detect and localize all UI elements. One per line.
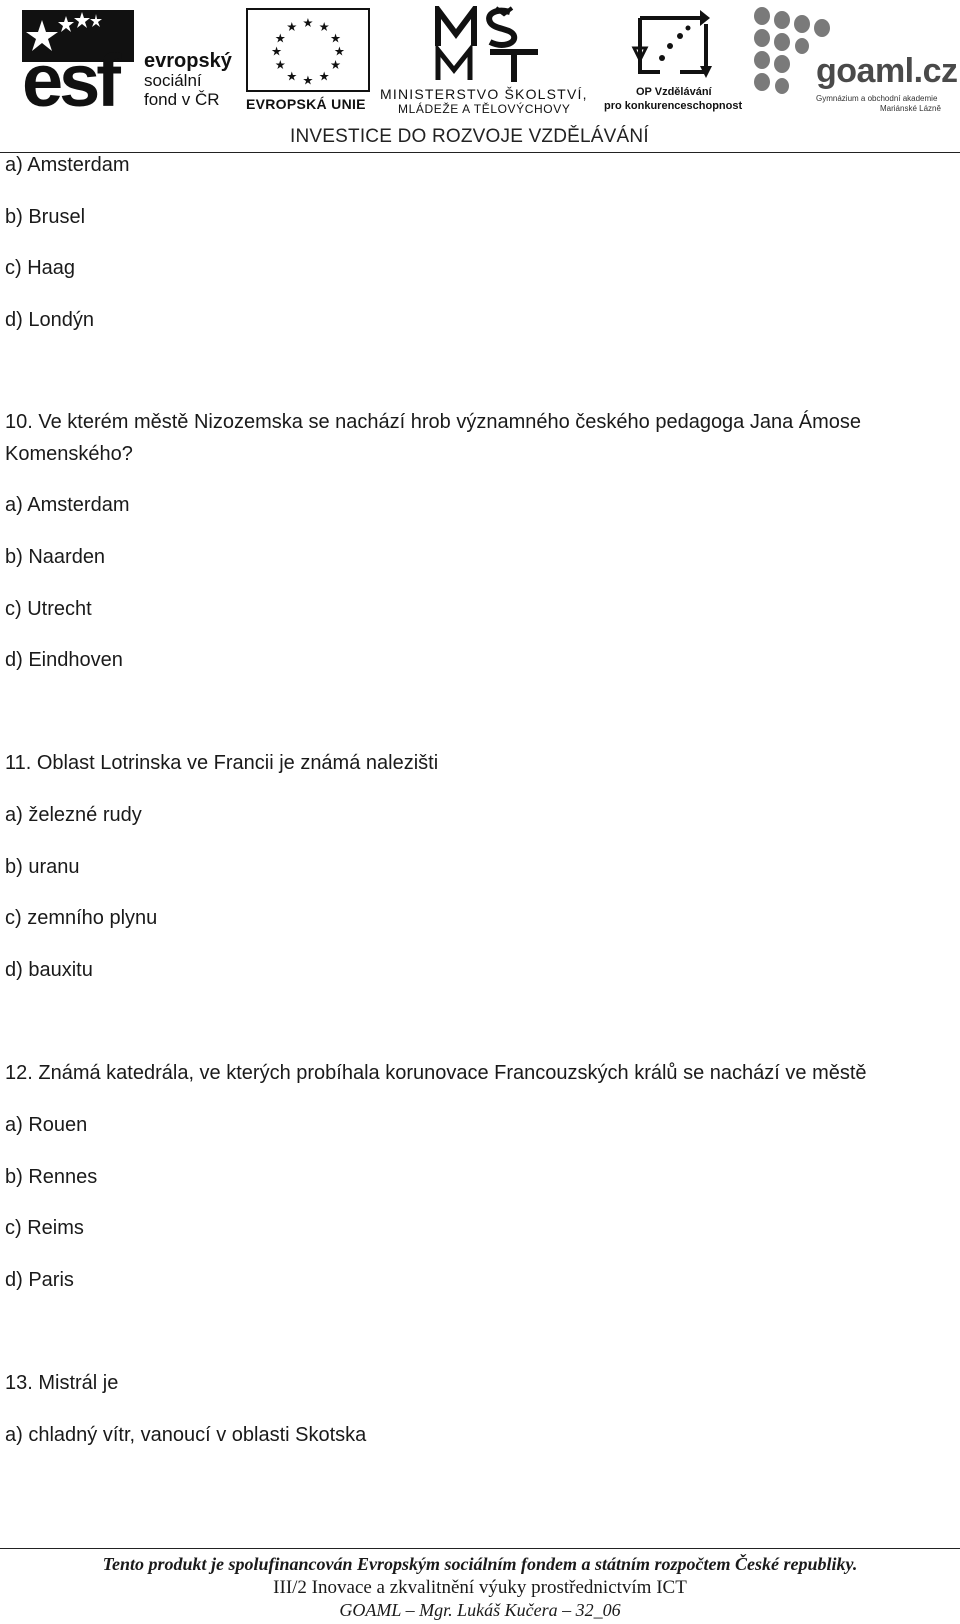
footer-author: GOAML – Mgr. Lukáš Kučera – 32_06 xyxy=(339,1600,621,1620)
goaml-subtitle: Gymnázium a obchodní akademie xyxy=(816,94,938,103)
svg-text:★: ★ xyxy=(271,44,283,59)
svg-text:★: ★ xyxy=(274,31,286,46)
footer-project: III/2 Inovace a zkvalitnění výuky prostřednictvím ICT xyxy=(273,1577,687,1598)
svg-text:★: ★ xyxy=(286,19,298,34)
answer-option: a) Amsterdam xyxy=(5,494,130,516)
answer-option: c) Haag xyxy=(5,257,76,279)
eu-caption: EVROPSKÁ UNIE xyxy=(246,96,366,112)
footer-divider xyxy=(0,1548,960,1549)
answer-option: a) železné rudy xyxy=(5,804,142,826)
goaml-logo xyxy=(752,6,958,113)
answer-option: c) zemního plynu xyxy=(5,907,158,929)
svg-text:★: ★ xyxy=(330,31,342,46)
svg-text:esf: esf xyxy=(22,39,117,110)
svg-text:★: ★ xyxy=(302,16,314,31)
eu-stars-icon xyxy=(246,8,370,92)
svg-text:★: ★ xyxy=(330,58,342,73)
eu-logo xyxy=(246,8,372,112)
answer-option: b) Brusel xyxy=(5,206,86,228)
svg-text:★: ★ xyxy=(333,44,345,59)
msmt-line-2: MLÁDEŽE A TĚLOVÝCHOVY xyxy=(398,102,571,116)
svg-text:★: ★ xyxy=(318,19,330,34)
esf-line-1: evropský xyxy=(144,50,232,72)
question-11: 11. Oblast Lotrinska ve Francii je známá nalezišti xyxy=(5,752,439,774)
answer-option: a) Rouen xyxy=(5,1114,88,1136)
esf-caption xyxy=(144,52,232,109)
op-line-1: OP Vzdělávání xyxy=(636,86,712,98)
svg-text:★: ★ xyxy=(274,58,286,73)
question-13: 13. Mistrál je xyxy=(5,1372,119,1394)
msmt-mark-icon xyxy=(434,6,546,84)
svg-text:★: ★ xyxy=(302,73,314,88)
question-10: 10. Ve kterém městě Nizozemska se nachází hrob významného českého pedagoga Jana Ámose Komenského? xyxy=(5,411,862,465)
answer-option: c) Utrecht xyxy=(5,598,92,620)
header-divider xyxy=(0,152,960,153)
page-header xyxy=(0,0,960,156)
esf-line-3: fond v ČR xyxy=(144,90,220,109)
page-footer xyxy=(0,1552,960,1621)
msmt-logo xyxy=(380,6,600,116)
msmt-line-1: MINISTERSTVO ŠKOLSTVÍ, xyxy=(380,86,588,102)
answer-option: b) Rennes xyxy=(5,1166,98,1188)
esf-logo xyxy=(22,10,232,110)
answer-option: d) Paris xyxy=(5,1269,74,1291)
op-mark-icon xyxy=(630,6,716,82)
answer-option: b) Naarden xyxy=(5,546,106,568)
svg-text:★: ★ xyxy=(318,69,330,84)
question-12: 12. Známá katedrála, ve kterých probíhala korunovace Francouzských králů se nachází ve městě xyxy=(5,1062,867,1084)
svg-text:★: ★ xyxy=(286,69,298,84)
op-line-2: pro konkurenceschopnost xyxy=(604,100,743,112)
esf-line-2: sociální xyxy=(144,71,202,90)
goaml-location: Mariánské Lázně xyxy=(880,104,941,113)
investice-banner: INVESTICE DO ROZVOJE VZDĚLÁVÁNÍ xyxy=(290,126,649,147)
answer-option: b) uranu xyxy=(5,856,80,878)
esf-mark-icon xyxy=(22,10,134,110)
goaml-name: goaml.cz xyxy=(816,52,958,90)
answer-option: d) Londýn xyxy=(5,309,94,331)
answer-option: d) Eindhoven xyxy=(5,649,123,671)
answer-option: a) chladný vítr, vanoucí v oblasti Skotska xyxy=(5,1424,367,1446)
footer-funding-note: Tento produkt je spolufinancován Evropským sociálním fondem a státním rozpočtem České republiky. xyxy=(102,1554,858,1574)
answer-option: a) Amsterdam xyxy=(5,154,130,176)
op-logo xyxy=(604,6,744,112)
answer-option: c) Reims xyxy=(5,1217,84,1239)
answer-option: d) bauxitu xyxy=(5,959,93,981)
